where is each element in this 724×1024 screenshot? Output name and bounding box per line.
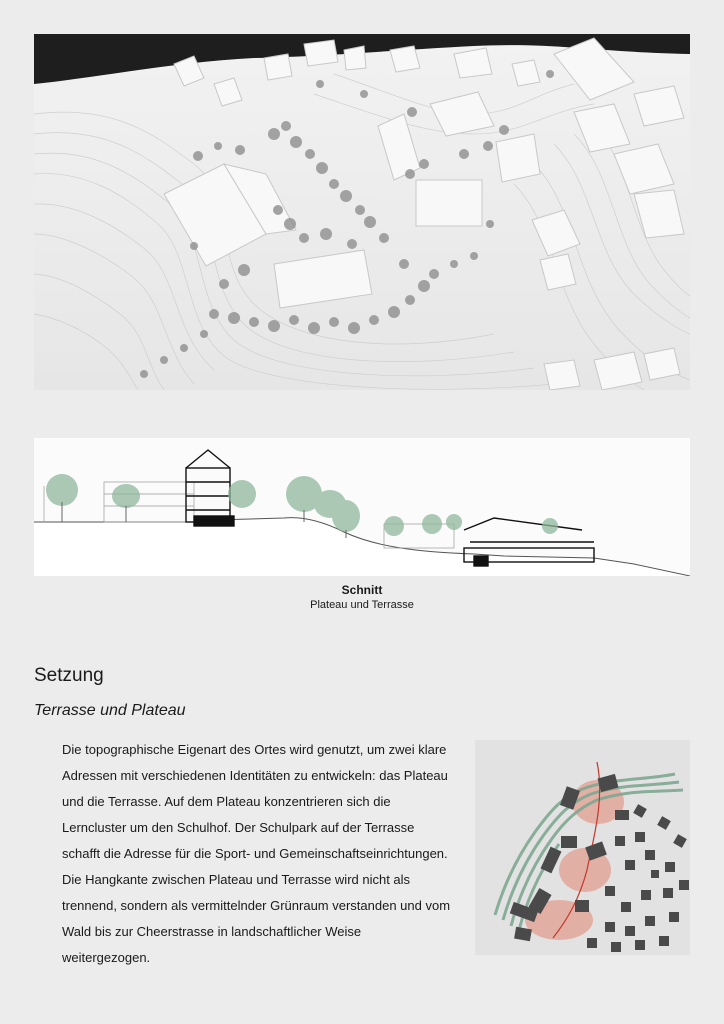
caption-subtitle: Plateau und Terrasse [310, 599, 414, 611]
page-title: Setzung [34, 665, 104, 686]
body-text [62, 737, 452, 971]
section-drawing [34, 438, 690, 576]
section-caption [0, 582, 724, 612]
site-model-photo [34, 34, 690, 390]
caption-title: Schnitt [341, 583, 383, 597]
site-diagram [475, 740, 690, 955]
page-subtitle: Terrasse und Plateau [34, 702, 186, 719]
paragraph-2: Die Hangkante zwischen Plateau und Terrasse wird nicht als trennend, sondern als vermittelnder Grünraum verstanden und vom Wald bis zur Cheerstrasse in landschaftlicher Weise weitergezogen. [62, 872, 451, 965]
paragraph-1: Die topographische Eigenart des Ortes wird genutzt, um zwei klare Adressen mit verschiedenen Identitäten zu entwickeln: das Plateau und die Terrasse. Auf dem Plateau konzentrieren sich die Lerncluster um den Schulhof. Der Schulpark auf der Terrasse schafft die Adresse für die Sport- und Gemeinschaftseinrichtungen. [62, 742, 448, 861]
